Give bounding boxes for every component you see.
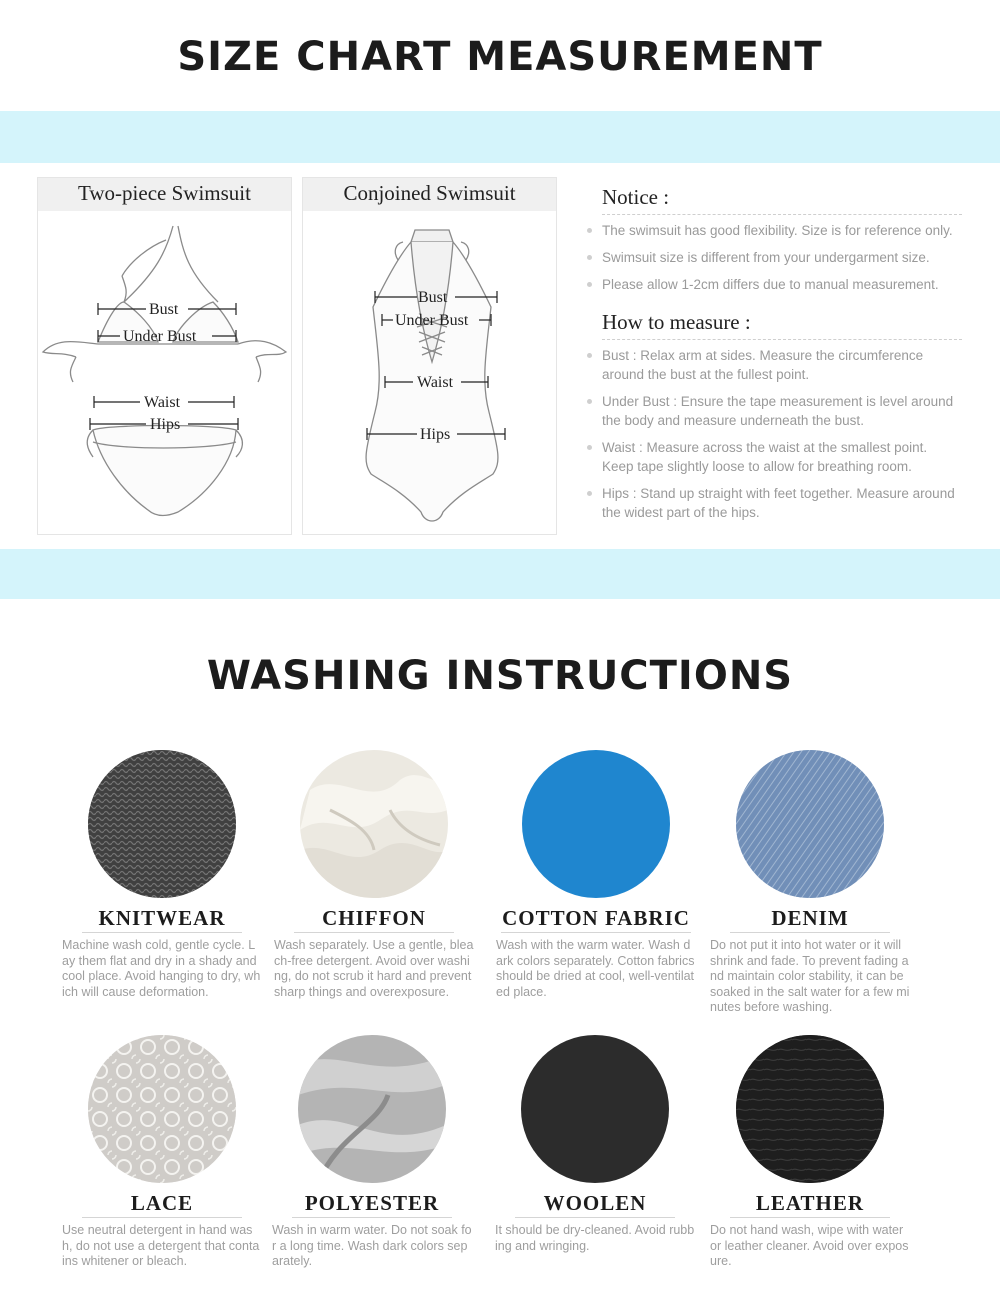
chiffon-desc: Wash separately. Use a gentle, bleach-free detergent. Avoid over washing, do not scrub it hard and prevent sharp things and overexposure.	[274, 938, 474, 999]
denim-name: DENIM	[730, 906, 890, 933]
fabric-knitwear	[62, 750, 262, 1000]
lace-swatch	[88, 1035, 236, 1183]
how-to-item: Waist : Measure across the waist at the smallest point. Keep tape slightly loose to allow for breathing room.	[602, 438, 962, 476]
fabric-chiffon	[274, 750, 474, 1000]
notice-item: The swimsuit has good flexibility. Size is for reference only.	[602, 221, 962, 240]
washing-instructions-title: WASHING INSTRUCTIONS	[206, 653, 794, 699]
knitwear-desc: Machine wash cold, gentle cycle. Lay them flat and dry in a shady and cool place. Avoid hanging to dry, which will cause deformation.	[62, 938, 261, 999]
two-piece-swimsuit-illustration	[38, 212, 291, 534]
woolen-name: WOOLEN	[515, 1191, 675, 1218]
conjoined-swimsuit-illustration	[303, 212, 556, 534]
fabric-lace	[62, 1035, 262, 1270]
two-piece-diagram-card	[37, 177, 292, 535]
two-piece-label: Two-piece Swimsuit	[38, 178, 291, 211]
lace-name: LACE	[82, 1191, 242, 1218]
leather-swatch	[736, 1035, 884, 1183]
knitwear-swatch	[88, 750, 236, 898]
polyester-name: POLYESTER	[292, 1191, 452, 1218]
conjoined-bust-label: Bust	[418, 289, 448, 306]
denim-swatch	[736, 750, 884, 898]
cotton-swatch	[522, 750, 670, 898]
woolen-swatch	[521, 1035, 669, 1183]
fabric-woolen	[495, 1035, 695, 1254]
cotton-desc: Wash with the warm water. Wash dark colors separately. Cotton fabrics should be dried at cool, well-ventilated place.	[496, 938, 695, 999]
cotton-name: COTTON FABRIC	[501, 906, 691, 933]
conjoined-label: Conjoined Swimsuit	[303, 178, 556, 211]
polyester-desc: Wash in warm water. Do not soak for a long time. Wash dark colors separately.	[272, 1223, 472, 1269]
fabric-denim	[710, 750, 910, 1016]
notice-panel	[602, 185, 962, 530]
conjoined-diagram-card	[302, 177, 557, 535]
how-to-measure-title: How to measure :	[602, 310, 962, 340]
conjoined-waist-label: Waist	[417, 374, 454, 391]
denim-desc: Do not put it into hot water or it will shrink and fade. To prevent fading and maintain color stability, it can be soaked in the salt water for a few minutes before washing.	[710, 938, 910, 1015]
polyester-swatch	[298, 1035, 446, 1183]
two-piece-bust-label: Bust	[149, 301, 179, 318]
bottom-accent-band	[0, 549, 1000, 599]
leather-desc: Do not hand wash, wipe with water or leather cleaner. Avoid over exposure.	[710, 1223, 909, 1269]
two-piece-hips-label: Hips	[150, 416, 181, 433]
how-to-measure-list	[602, 346, 962, 522]
lace-desc: Use neutral detergent in hand wash, do not use a detergent that contains whitener or bleach.	[62, 1223, 260, 1269]
two-piece-waist-label: Waist	[144, 394, 181, 411]
how-to-item: Bust : Relax arm at sides. Measure the circumference around the bust at the fullest point.	[602, 346, 962, 384]
size-chart-section	[0, 163, 1000, 549]
leather-name: LEATHER	[730, 1191, 890, 1218]
notice-item: Please allow 1-2cm differs due to manual measurement.	[602, 275, 962, 294]
woolen-desc: It should be dry-cleaned. Avoid rubbing and wringing.	[495, 1223, 695, 1253]
fabric-cotton	[496, 750, 696, 1000]
how-to-item: Under Bust : Ensure the tape measurement is level around the body and measure underneath the bust.	[602, 392, 962, 430]
knitwear-name: KNITWEAR	[82, 906, 242, 933]
notice-item: Swimsuit size is different from your undergarment size.	[602, 248, 962, 267]
conjoined-under-bust-label: Under Bust	[395, 312, 469, 329]
fabric-leather	[710, 1035, 910, 1270]
fabric-polyester	[272, 1035, 472, 1270]
how-to-item: Hips : Stand up straight with feet together. Measure around the widest part of the hips.	[602, 484, 962, 522]
notice-list	[602, 221, 962, 294]
chiffon-name: CHIFFON	[294, 906, 454, 933]
chiffon-swatch	[300, 750, 448, 898]
size-chart-title: SIZE CHART MEASUREMENT	[177, 34, 823, 80]
conjoined-hips-label: Hips	[420, 426, 451, 443]
notice-title: Notice :	[602, 185, 962, 215]
top-accent-band	[0, 111, 1000, 163]
two-piece-under-bust-label: Under Bust	[123, 328, 197, 345]
